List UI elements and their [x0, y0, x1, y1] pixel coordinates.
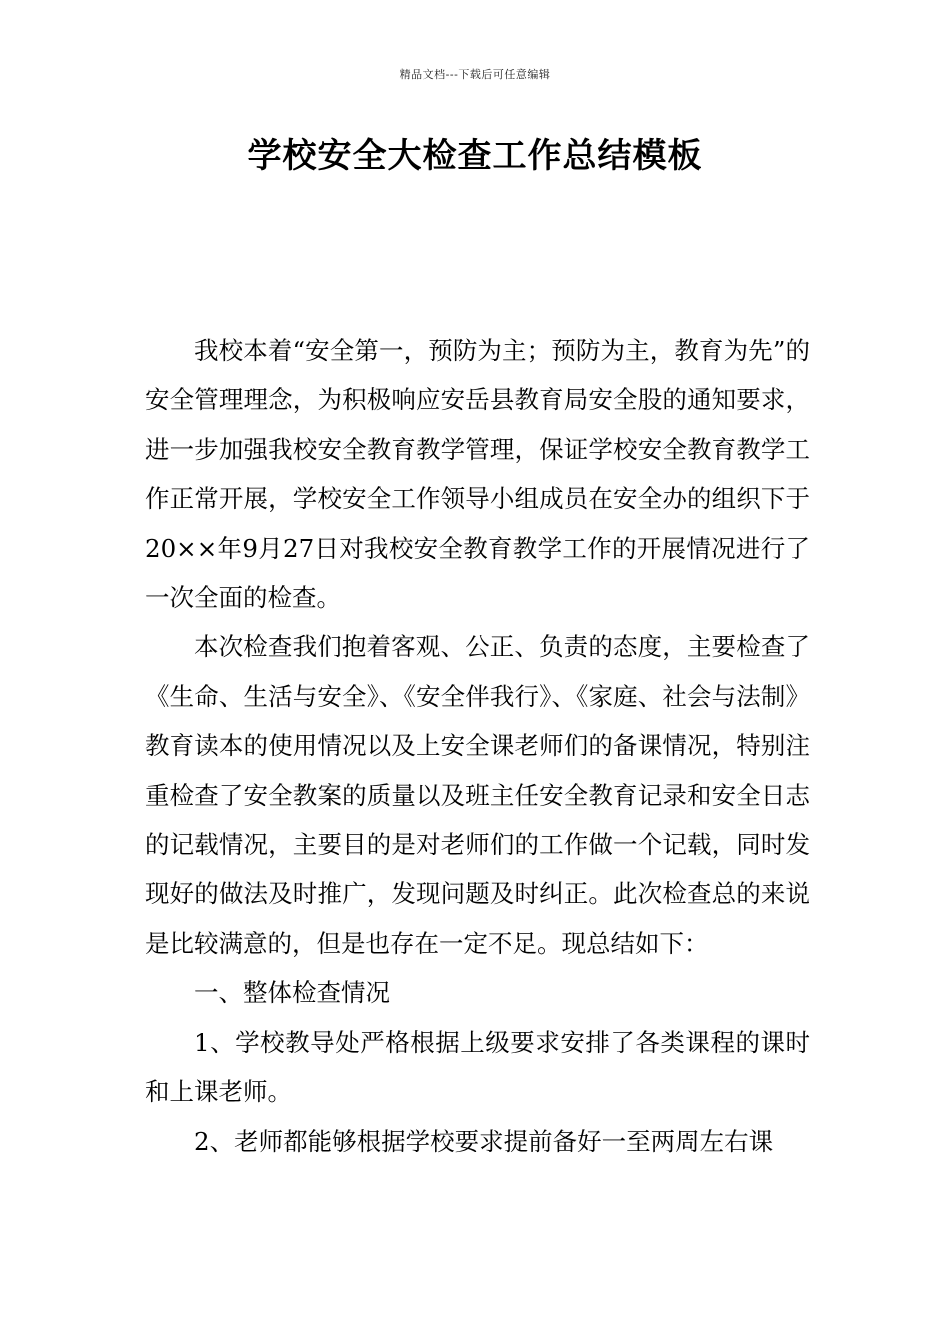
paragraph-intro: 我校本着“安全第一，预防为主；预防为主，教育为先”的安全管理理念，为积极响应安岳县教育局安全股的通知要求，进一步加强我校安全教育教学管理，保证学校安全教育教学工作正常开展，学校安全工作领导小组成员在安全办的组织下于20××年9月27日对我校安全教育教学工作的开展情况进行了一次全面的检查。	[145, 336, 810, 613]
document-title: 学校安全大检查工作总结模板	[247, 136, 703, 176]
document-body	[145, 326, 810, 1166]
list-item-1: 1、学校教导处严格根据上级要求安排了各类课程的课时和上课老师。	[145, 1027, 810, 1107]
paragraph-inspection-scope: 本次检查我们抱着客观、公正、负责的态度，主要检查了《生命、生活与安全》、《安全伴我行》、《家庭、社会与法制》教育读本的使用情况以及上安全课老师们的备课情况，特别注重检查了安全教案的质量以及班主任安全教育记录和安全日志的记载情况，主要目的是对老师们的工作做一个记载，同时发现好的做法及时推广，发现问题及时纠正。此次检查总的来说是比较满意的，但是也存在一定不足。现总结如下：	[145, 632, 810, 958]
section-heading-overall: 一、整体检查情况	[194, 978, 390, 1008]
list-item-2: 2、老师都能够根据学校要求提前备好一至两周左右课	[194, 1126, 774, 1156]
header-note: 精品文档---下载后可任意编辑	[399, 68, 551, 81]
